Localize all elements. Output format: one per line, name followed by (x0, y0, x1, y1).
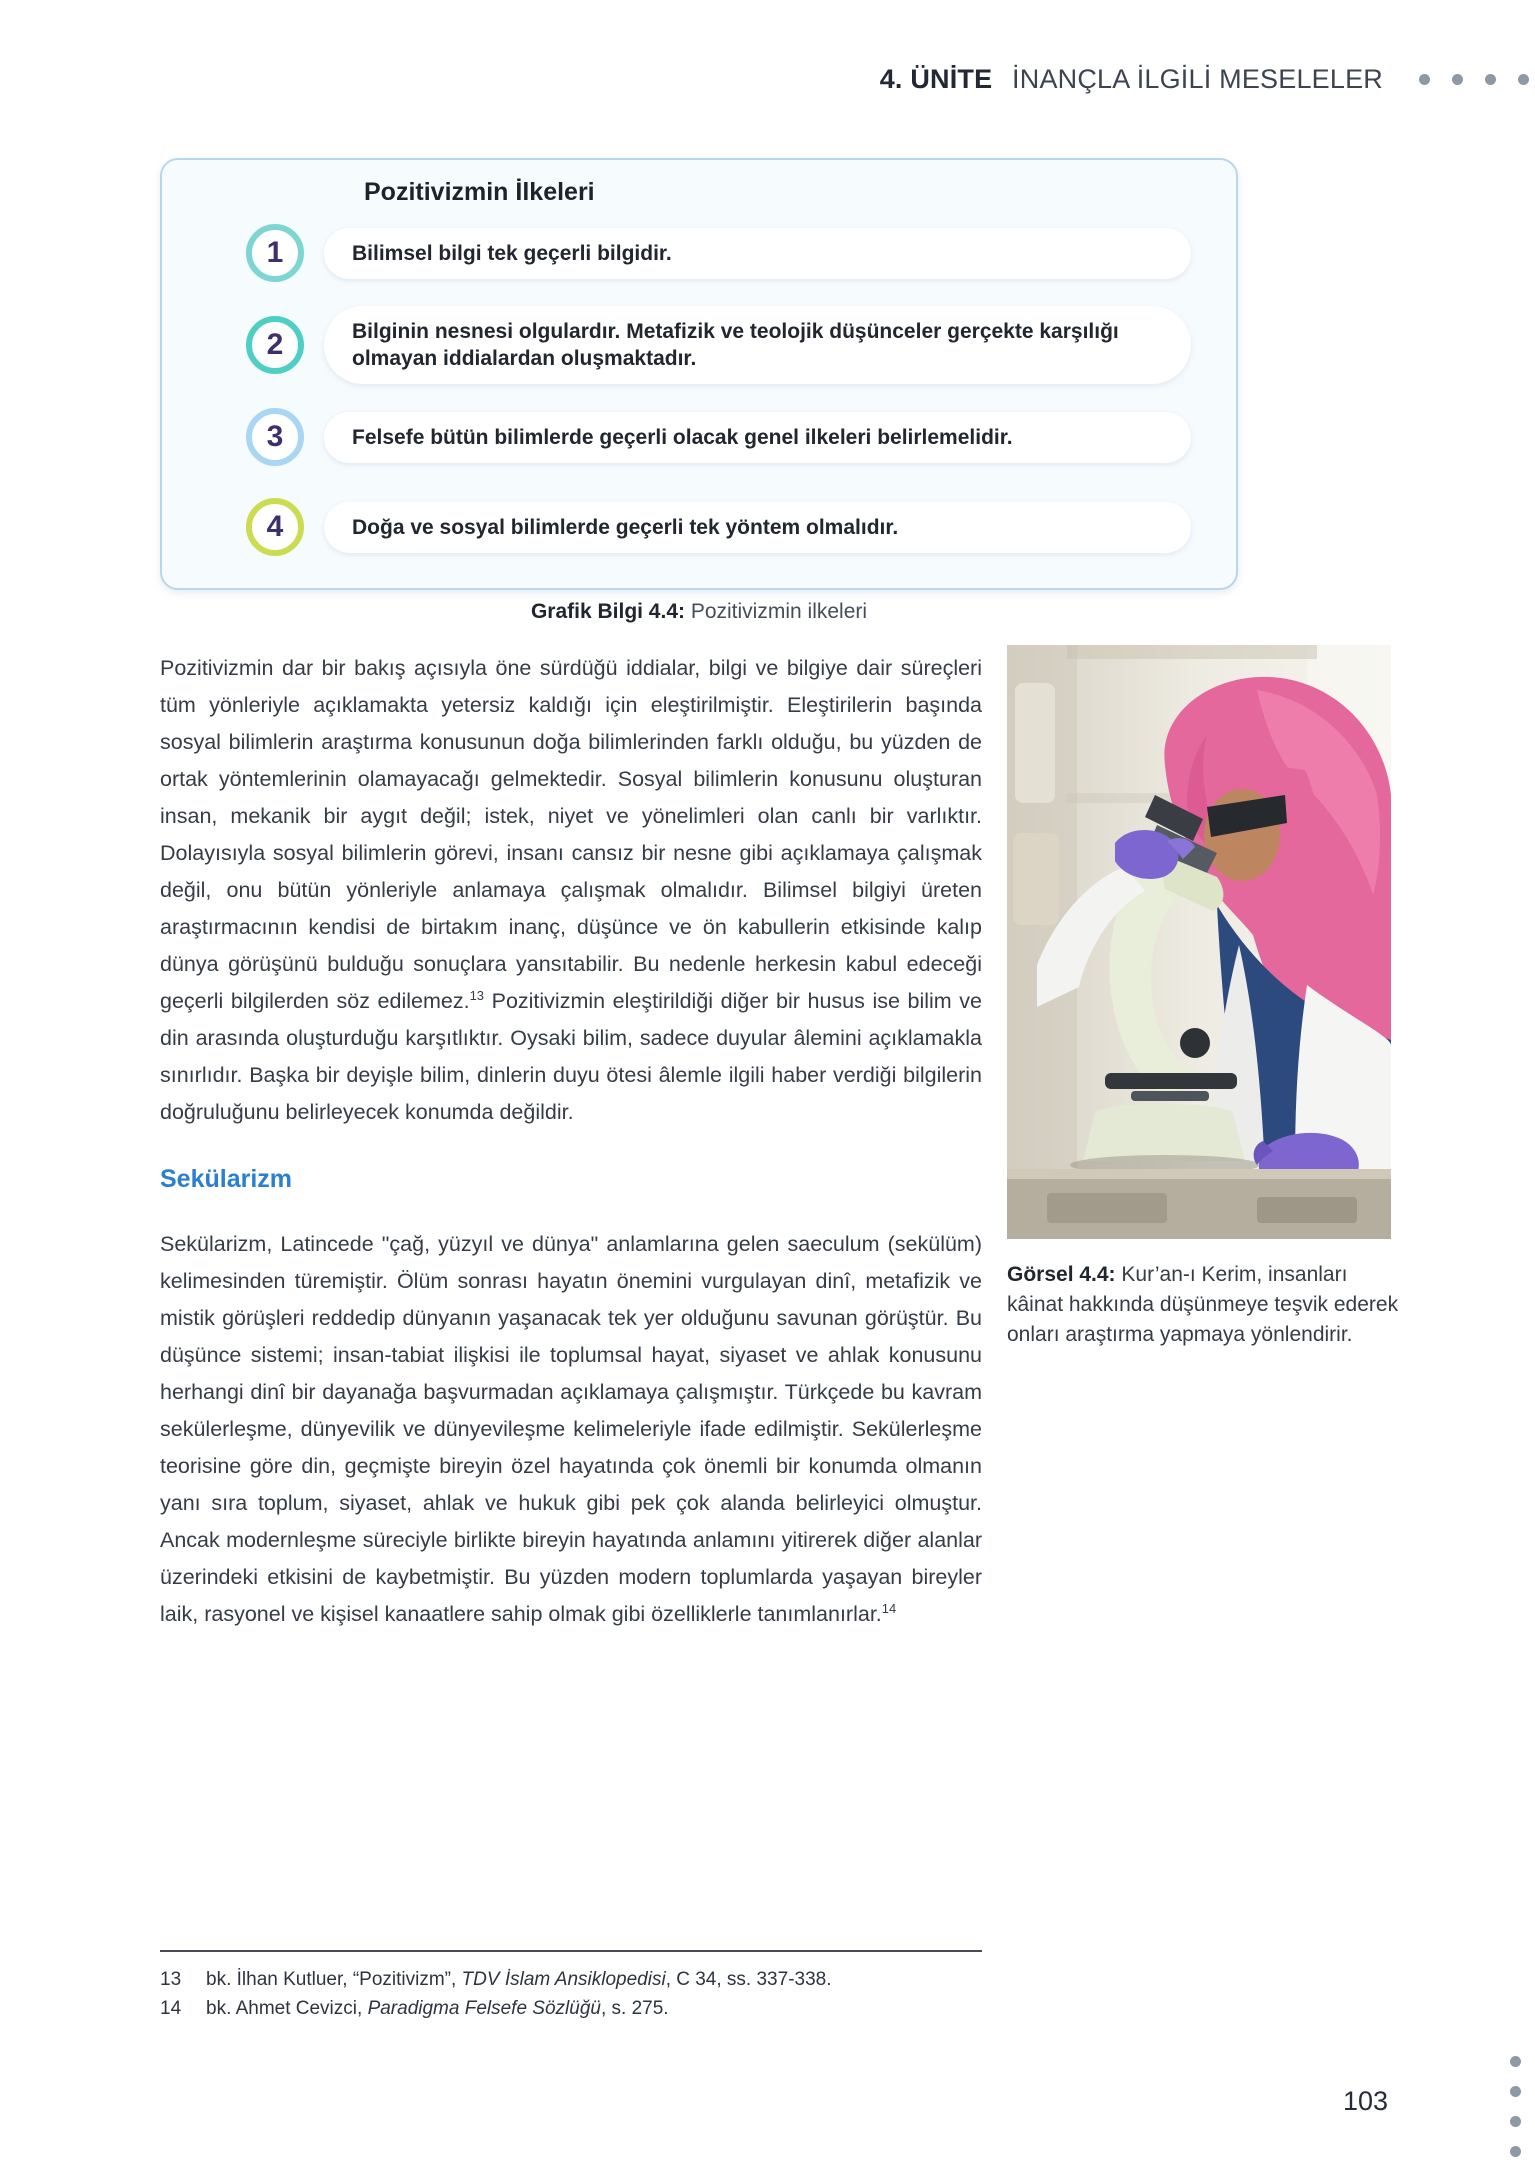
dot-icon (1510, 2086, 1521, 2097)
footnote-number: 14 (160, 1998, 182, 2019)
unit-label: 4. ÜNİTE (879, 64, 993, 94)
header-text (880, 64, 1383, 95)
dot-icon (1510, 2056, 1521, 2067)
dot-icon (1419, 74, 1430, 85)
footnote-number: 13 (160, 1969, 182, 1990)
number-badge: 4 (246, 498, 304, 556)
page-header (880, 64, 1535, 95)
caption-label: Grafik Bilgi 4.4: (530, 600, 685, 623)
paragraph-positivism-criticism (160, 650, 982, 1131)
page-edge-dots (1510, 2056, 1521, 2165)
caption-label: Görsel 4.4: (1007, 1263, 1116, 1286)
principle-pill: Bilginin nesnesi olgulardır. Metafizik ve teolojik düşünceler gerçekte karşılığı olmayan iddialardan oluşmaktadır. (324, 306, 1191, 384)
footnotes-section (160, 1950, 982, 2023)
footnote-text-post: , C 34, ss. 337-338. (665, 1969, 832, 1990)
paragraph-text: Pozitivizmin eleştirildiği diğer bir husus ise bilim ve din arasında oluşturduğu karşıtlıktır. Oysaki bilim, sadece duyular âlemini açıklamakla sınırlıdır. Başka bir deyişle bilim, dinlerin duyu ötesi âlemle ilgili haber verdiği bilgilerin doğruluğunu belirleyecek konumda değildir. (160, 989, 982, 1124)
principle-row (246, 498, 1191, 556)
caption-text: Pozitivizmin ilkeleri (685, 600, 868, 623)
footnote-text-pre: bk. Ahmet Cevizci, (206, 1998, 368, 2019)
paragraph-sekularizm (160, 1226, 982, 1633)
infographic-caption (160, 600, 1238, 624)
unit-title: İNANÇLA İLGİLİ MESELELER (1012, 64, 1383, 94)
scientist-microscope-illustration (1007, 645, 1391, 1239)
dot-icon (1518, 74, 1529, 85)
footnote-ref-14: 14 (881, 1600, 897, 1616)
footnote-text-italic: Paradigma Felsefe Sözlüğü (367, 1998, 601, 2019)
dot-icon (1452, 74, 1463, 85)
number-badge: 3 (246, 408, 304, 466)
infographic-box (160, 158, 1238, 590)
paragraph-text: Sekülarizm, Latincede "çağ, yüzyıl ve dünya" anlamlarına gelen saeculum (sekülüm) kelimesinden türemiştir. Ölüm sonrası hayatın önemini vurgulayan dinî, metafizik ve mistik görüşleri reddedip dünyanın yaşanacak tek yer olduğunu savunan görüştür. Bu düşünce sistemi; insan-tabiat ilişkisi ile toplumsal hayat, siyaset ve ahlak konusunu herhangi dinî bir dayanağa başvurmadan açıklamaya çalışmıştır. Türkçede bu kavram sekülerleşme, dünyevilik ve dünyevileşme kelimeleriyle ifade edilmiştir. Sekülerleşme teorisine göre din, geçmişte bireyin özel hayatında çok önemli bir konumda olmanın yanı sıra toplum, siyaset, ahlak ve hukuk gibi pek çok alanda belirleyici olmuştur. Ancak modernleşme süreciyle birlikte bireyin hayatında anlamını yitirerek diğer alanlar üzerindeki etkisini de kaybetmiştir. Bu yüzden modern toplumlarda yaşayan bireyler laik, rasyonel ve kişisel kanaatlere sahip olmak gibi özelliklerle tanımlanırlar. (160, 1232, 982, 1626)
section-heading-sekularizm: Sekülarizm (160, 1165, 293, 1193)
header-dots (1419, 74, 1529, 85)
paragraph-text: Pozitivizmin dar bir bakış açısıyla öne sürdüğü iddialar, bilgi ve bilgiye dair süreçleri tüm yönleriyle açıklamakta yetersiz kaldığı için eleştirilmiştir. Eleştirilerin başında sosyal bilimlerin araştırma konusunun doğa bilimlerinden farklı olduğu, bu yüzden de ortak yöntemlerinin olamayacağı gelmektedir. Sosyal bilimlerin konusunu oluşturan insan, mekanik bir aygıt değil; istek, niyet ve yönelimleri olan canlı bir varlıktır. Dolayısıyla sosyal bilimlerin görevi, insanı cansız bir nesne gibi açıklamaya çalışmak değil, onu bütün yönleriyle anlamaya çalışmak olmalıdır. Bilimsel bilgiyi üreten araştırmacının kendisi de birtakım inanç, düşünce ve ön kabullerin etkisinde kalıp dünya görüşünü bulduğu sonuçlara yansıtabilir. Bu nedenle herkesin kabul edeceği geçerli bilgilerden söz edilemez. (160, 656, 982, 1013)
infographic-title: Pozitivizmin İlkeleri (364, 178, 595, 206)
page-number: 103 (1342, 2086, 1388, 2116)
principle-row (246, 408, 1191, 466)
footnote-text-italic: TDV İslam Ansiklopedisi (461, 1969, 666, 1990)
figure-image (1007, 645, 1391, 1239)
number-badge: 1 (246, 224, 304, 282)
footnote-ref-13: 13 (469, 987, 485, 1003)
caption-text: Kur’an-ı Kerim, insanları kâinat hakkında düşünmeye teşvik ederek onları araştırma yapmaya yönlendirir. (1007, 1263, 1399, 1346)
principle-pill: Felsefe bütün bilimlerde geçerli olacak genel ilkeleri belirlemelidir. (324, 412, 1191, 463)
dot-icon (1485, 74, 1496, 85)
principle-row (246, 306, 1191, 384)
number-badge: 2 (246, 316, 304, 374)
principle-pill: Doğa ve sosyal bilimlerde geçerli tek yöntem olmalıdır. (324, 502, 1191, 553)
figure-caption (1007, 1260, 1399, 1350)
footnote-text-post: , s. 275. (600, 1998, 669, 2019)
dot-icon (1510, 2116, 1521, 2127)
footnote-text-pre: bk. İlhan Kutluer, “Pozitivizm”, (206, 1969, 462, 1990)
footnote-item (160, 1965, 982, 1994)
footnote-text (206, 1994, 669, 2023)
footnote-text (206, 1965, 832, 1994)
principle-row (246, 224, 1191, 282)
footnote-item (160, 1994, 982, 2023)
principle-pill: Bilimsel bilgi tek geçerli bilgidir. (324, 228, 1191, 279)
body-text-column (160, 650, 982, 1633)
dot-icon (1510, 2146, 1521, 2157)
